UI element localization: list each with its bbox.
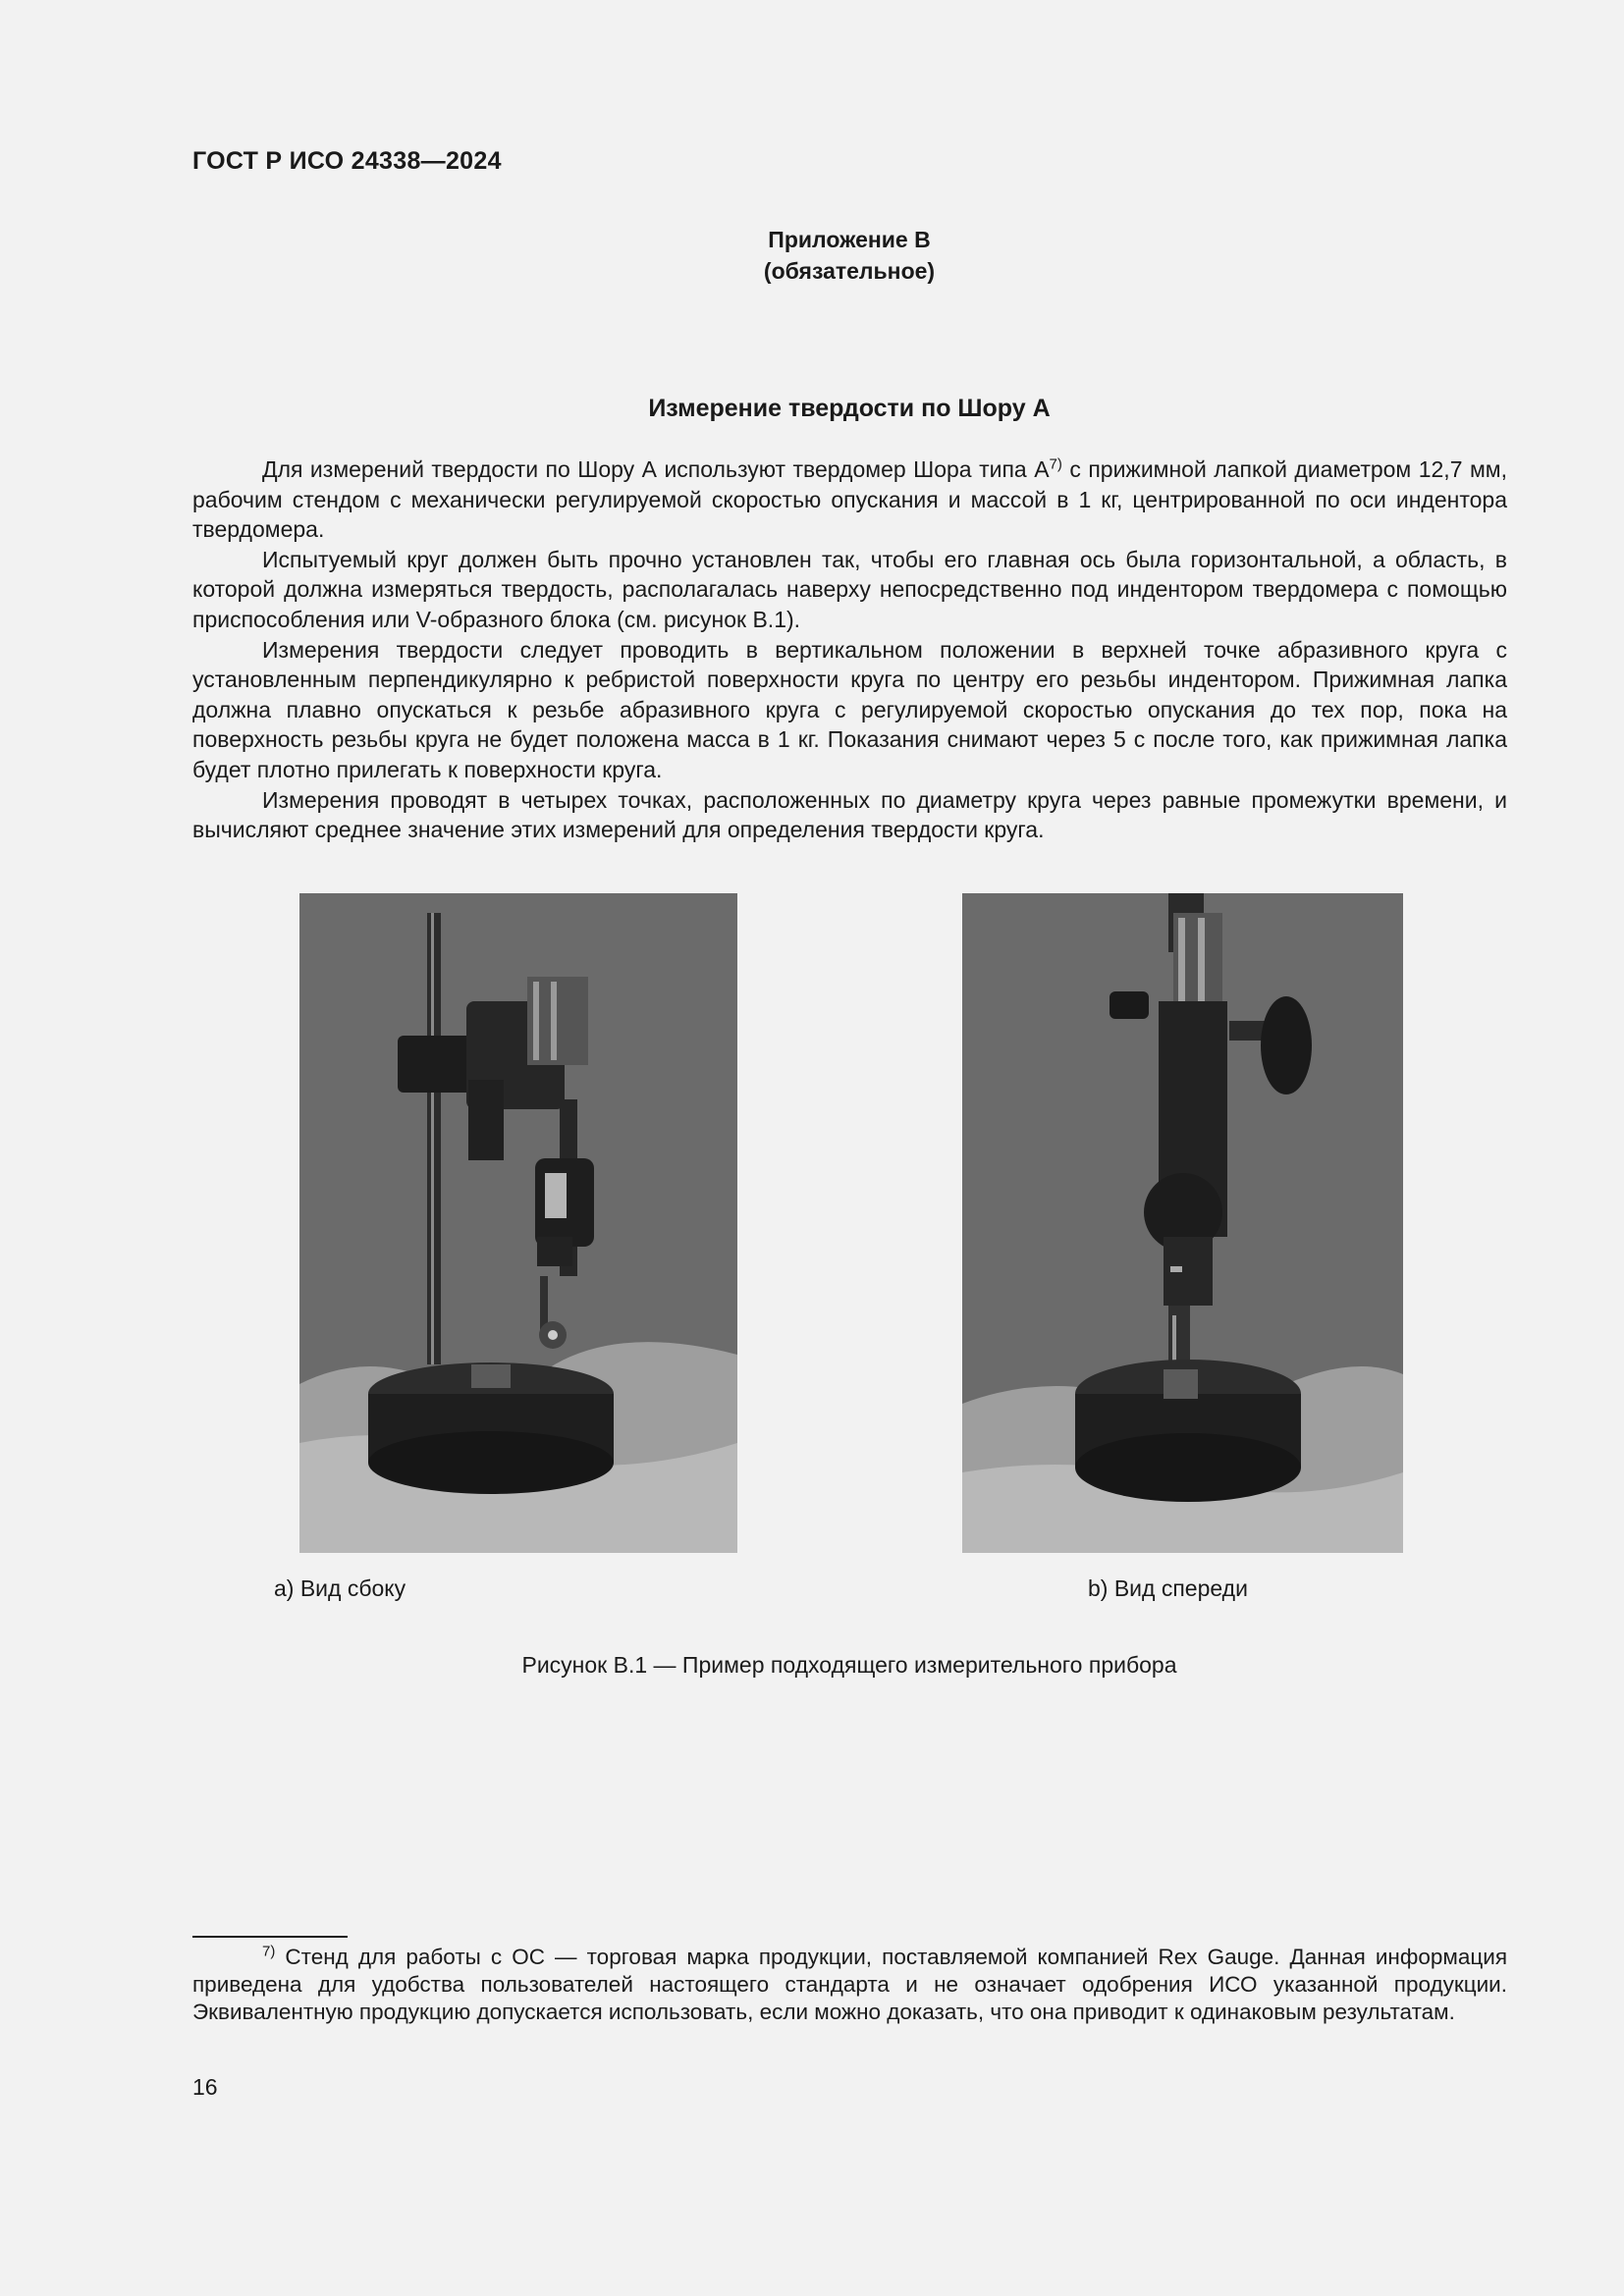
footnote: $^{7)}$ Стенд для работы с ОС — торговая марка продукции, поставляемой компанией Rex Gauge. Данная информация приведена для удобства пользователей настоящего стандарта и не означает одобрения ИСО указанной продукции. Эквивалентную продукцию допускается использовать, если можно доказать, что она приводит к одинаковым результатам.	[192, 1943, 1507, 2024]
paragraph-3: Измерения твердости следует проводить в вертикальном положении в верхней точке абразивного круга с установленным перпендикулярно к ребристой поверхности круга по центру его резьбы индентором. Прижимная лапка должна плавно опускаться к резьбе абразивного круга с регулируемой скоростью опускания до тех пор, пока на поверхность резьбы круга не будет положена масса в 1 кг. Показания снимают через 5 с после того, как прижимная лапка будет плотно прилегать к поверхности круга.	[192, 636, 1507, 782]
footnote-ref: 7)	[1049, 455, 1062, 473]
annex-title: Приложение В	[768, 227, 931, 252]
photo-side-view	[299, 893, 737, 1553]
footnote-marker: 7)	[262, 1943, 276, 1960]
page-number: 16	[192, 2074, 218, 2100]
subcaption-a: a) Вид сбоку	[274, 1575, 406, 1601]
paragraph-2: Испытуемый круг должен быть прочно установлен так, чтобы его главная ось была горизонтальной, а область, в которой должна измеряться твердость, располагалась наверху непосредственно под индентором твердомера с помощью приспособления или V-образного блока (см. рисунок В.1).	[192, 546, 1507, 632]
photo-front-view	[962, 893, 1403, 1553]
annex-status: (обязательное)	[763, 258, 936, 284]
figure-caption: Рисунок В.1 — Пример подходящего измерительного прибора	[521, 1652, 1177, 1678]
footnote-divider	[192, 1936, 348, 1938]
subcaption-b: b) Вид спереди	[1088, 1575, 1248, 1601]
paragraph-4: Измерения проводят в четырех точках, расположенных по диаметру круга через равные промежутки времени, и вычисляют среднее значение этих измерений для определения твердости круга.	[192, 786, 1507, 843]
document-code: ГОСТ Р ИСО 24338—2024	[192, 147, 502, 175]
body-text	[192, 454, 1507, 845]
section-title: Измерение твердости по Шору А	[648, 395, 1051, 422]
paragraph-1: Для измерений твердости по Шору А используют твердомер Шора типа $А^{7)}$ с прижимной лапкой диаметром 12,7 мм, рабочим стендом с механически регулируемой скоростью опускания и массой в 1 кг, центрированной по оси индентора твердомера.	[192, 455, 1507, 543]
